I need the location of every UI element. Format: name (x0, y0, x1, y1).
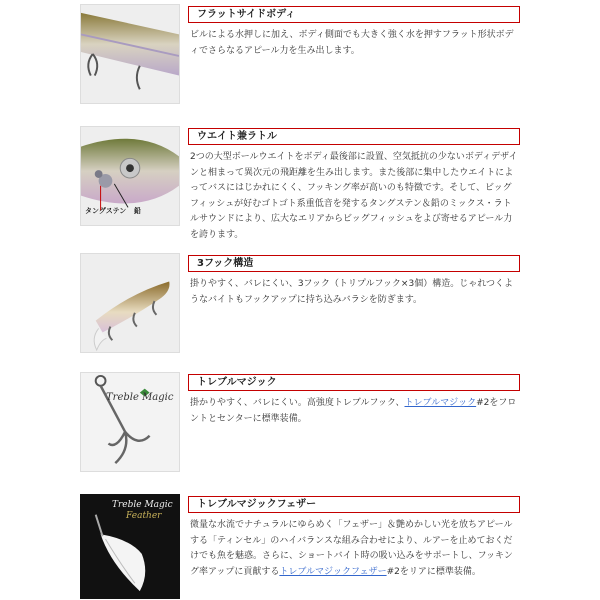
section-body: 掛りやすく、バレにくい、3フック（トリプルフック×3個）構造。じゃれつくようなバイトもフックアップに持ち込みバラシを防ぎます。 (190, 279, 514, 305)
feature-flat-side-body (80, 4, 520, 104)
section-heading: トレブルマジック (188, 374, 520, 391)
feather-logo: Treble Magic Feather (112, 500, 173, 521)
feature-three-hooks (80, 253, 520, 353)
treble-magic-feather-link[interactable]: トレブルマジックフェザー (279, 566, 387, 577)
feature-treble-magic-feather (80, 494, 520, 599)
treble-hook-image (80, 372, 180, 472)
section-heading: フラットサイドボディ (188, 6, 520, 23)
section-body: 掛かりやすく、バレにくい。高強度トレブルフック、トレブルマジック#2をフロントとセンターに標準装備。 (190, 398, 517, 424)
section-body: ビルによる水押しに加え、ボディ側面でも大きく強く水を押すフラット形状ボディでさらなるアピール力を生み出します。 (190, 30, 514, 56)
feature-weight-rattle (80, 126, 520, 240)
section-body: 2つの大型ボールウエイトをボディ最後部に設置、空気抵抗の少ないボディデザインと相まって異次元の飛距離を生み出します。また後部に集中したウエイトによってバスにはじかれにくく、フッキング率が高いのも特徴です。そして、ビッグフィッシュが好むゴトゴト系重低音を発するタングステン＆鉛のミックス・ラトルサウンドにより、広大なエリアからビッグフィッシュをよび寄せるアピール力を誇ります。 (190, 152, 518, 240)
lead-caption: 鉛 (134, 207, 141, 215)
section-heading: ウエイト兼ラトル (188, 128, 520, 145)
treble-magic-logo: Treble Magic (106, 392, 174, 403)
treble-magic-link[interactable]: トレブルマジック (404, 398, 477, 408)
section-heading: トレブルマジックフェザー (188, 496, 520, 513)
feature-treble-magic (80, 372, 520, 472)
lure-side-image (80, 4, 180, 104)
section-heading: 3フック構造 (188, 255, 520, 272)
section-body: 微量な水流でナチュラルにゆらめく「フェザー」＆艶めかしい光を放ちアピールする「ティンセル」のハイバランスな組み合わせにより、ルアーを止めておくだけでも魚を魅惑。さらに、ショートバイト時の吸い込みをサポートし、フッキング率アップに貢献するトレブルマジックフェザー#2をリアに標準装備。 (190, 520, 513, 577)
tungsten-caption: タングステン (85, 207, 127, 215)
lure-full-image (80, 253, 180, 353)
